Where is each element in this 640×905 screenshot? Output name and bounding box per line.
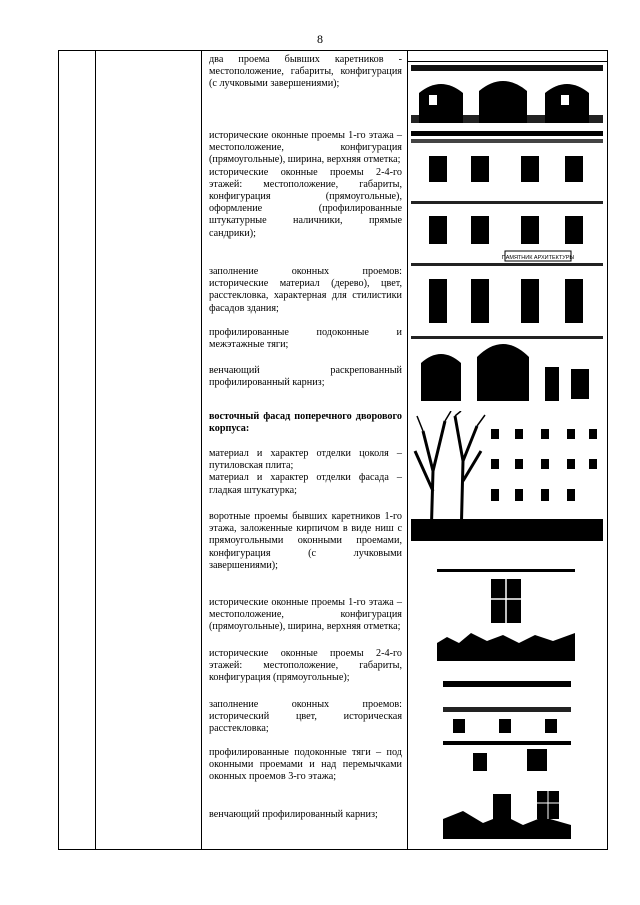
column-divider-3 [407,51,408,849]
photo-east-facade [411,411,603,541]
paragraph-window-fill: заполнение оконных проемов: исторические материал (дерево), цвет, расстекловка, характерная для стилистики фасадов здания; [209,266,402,314]
section-heading-east-facade: восточный фасад поперечного дворового корпуса: [209,411,402,435]
paragraph-gate-openings: воротные проемы бывших каретников 1-го этажа, заложенные кирпичом в виде ниш с прямоугольными оконными проемами, конфигурация (с лучковыми завершениями); [209,511,402,571]
paragraph-first-floor-windows: исторические оконные проемы 1-го этажа – местоположение, конфигурация (прямоугольные), ширина, верхняя отметка; [209,597,402,633]
object-table [58,50,608,850]
page-number: 8 [317,32,323,46]
paragraph-sill-cornices-east: профилированные подоконные тяги – под оконными проемами и над перемычками оконных проемов 3-го этажа; [209,747,402,783]
photo-sign-text: ПАМЯТНИК АРХИТЕКТУРЫ [501,255,575,261]
paragraph-finish-materials: материал и характер отделки цоколя – путиловская плита; материал и характер отделки фасада – гладкая штукатурка; [209,448,402,496]
photo-lower-windows [443,679,571,839]
paragraph-upper-floor-windows: исторические оконные проемы 2-4-го этажей: местоположение, габариты, конфигурация (прямоугольные); [209,648,402,684]
photo-top-border [408,61,607,62]
paragraph-window-fill-east: заполнение оконных проемов: исторический цвет, историческая расстекловка; [209,699,402,735]
column-divider-1 [95,51,96,849]
paragraph-sill-cornices: профилированные подоконные и межэтажные тяги; [209,327,402,351]
column-divider-2 [201,51,202,849]
paragraph-crowning-cornice-east: венчающий профилированный карниз; [209,809,378,820]
paragraph-window-openings: исторические оконные проемы 1-го этажа – местоположение, конфигурация (прямоугольные), ширина, верхняя отметка; исторические оконные проемы 2-4-го этажей: местоположение, габариты, конфигурация (прямоугольные), оформление (профилированные штукатурные наличники, прямые сандрики); [209,130,402,239]
photo-window-closeup [437,569,575,661]
paragraph-carriage-openings: два проема бывших каретников - местоположение, габариты, конфигурация (с лучковыми завершениями); [209,54,402,90]
photo-building-facade [411,131,603,401]
photo-carriage-arches [411,65,603,123]
paragraph-crowning-cornice: венчающий раскрепованный профилированный карниз; [209,365,402,389]
